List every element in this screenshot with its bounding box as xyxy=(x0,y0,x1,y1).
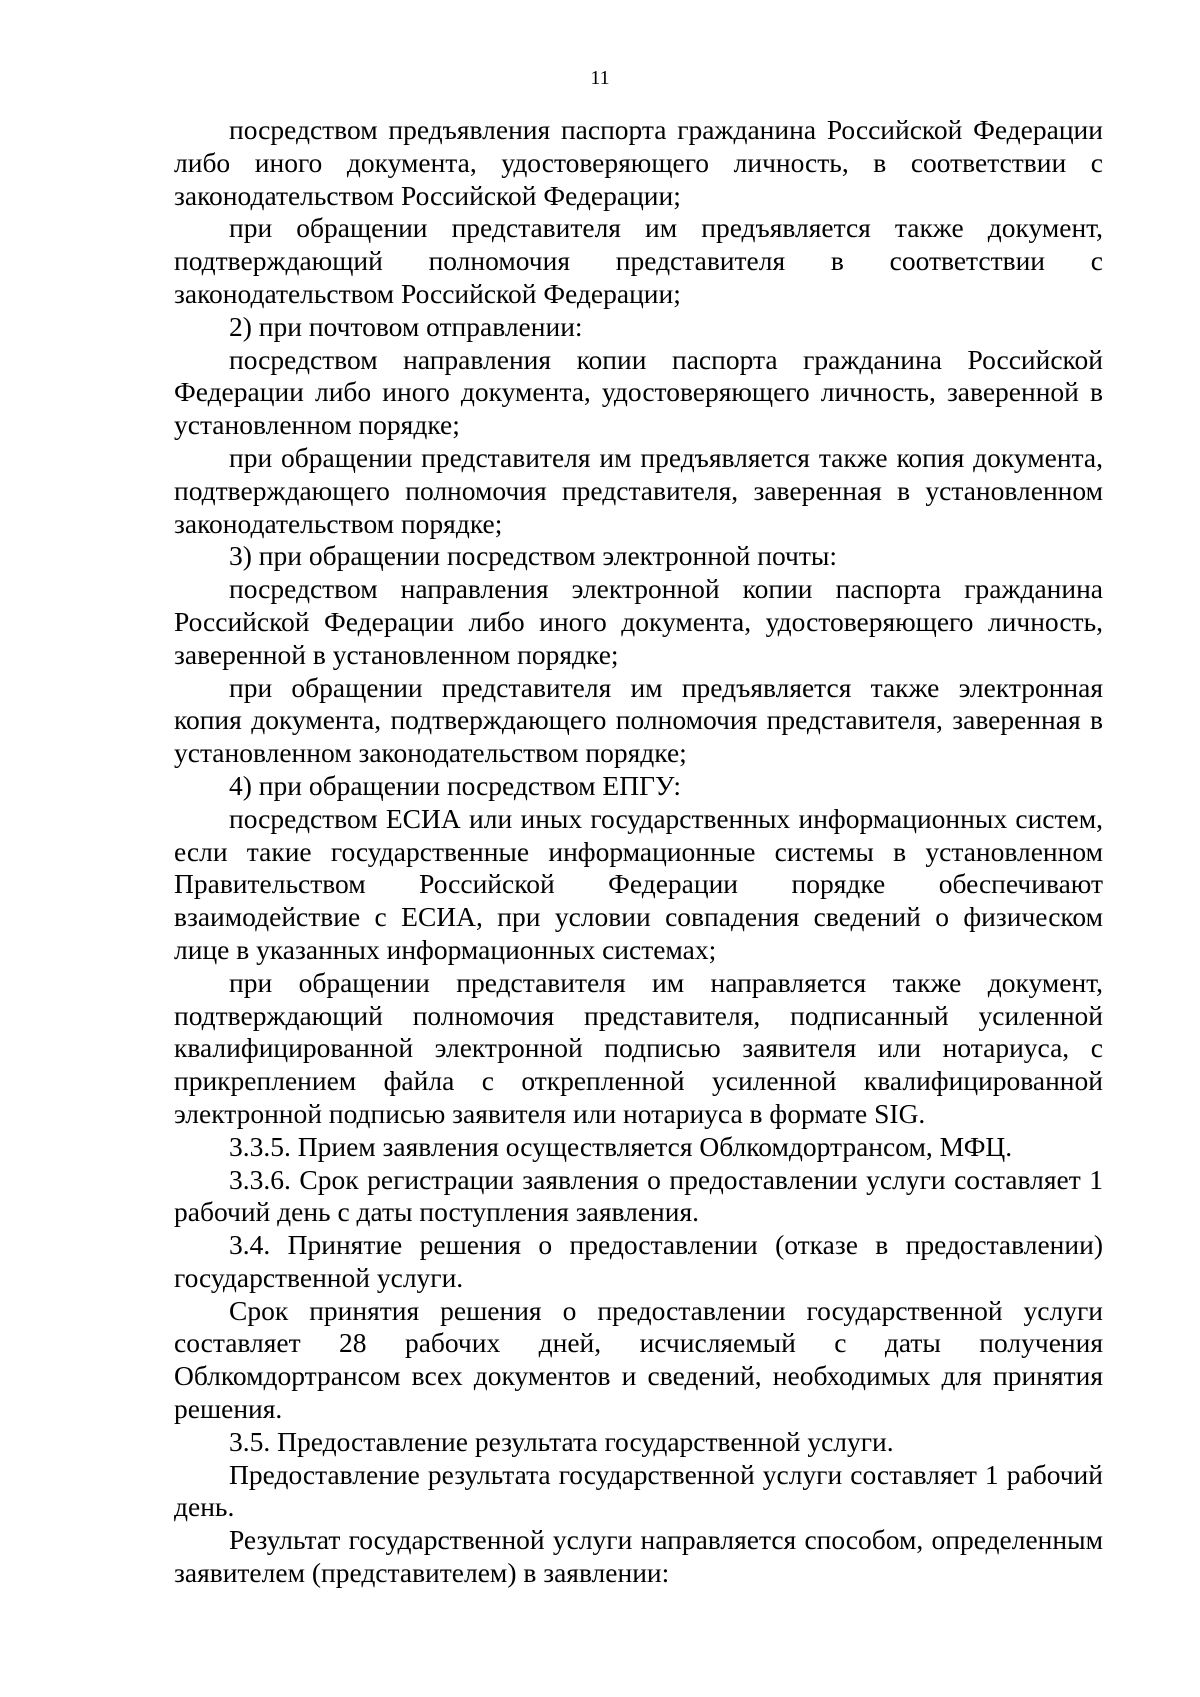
paragraph-postal-passport-copy: посредством направления копии паспорта гражданина Российской Федерации либо иного документа, удостоверяющего личность, заверенной в установленном порядке; xyxy=(174,343,1103,441)
paragraph-decision-term: Срок принятия решения о предоставлении государственной услуги составляет 28 рабочих дней, исчисляемый с даты получения Облкомдортрансом всех документов и сведений, необходимых для принятия решения. xyxy=(174,1294,1103,1425)
paragraph-postal-representative-copy: при обращении представителя им предъявляется также копия документа, подтверждающего полномочия представителя, заверенная в установленном законодательством порядке; xyxy=(174,441,1103,539)
paragraph-3-4: 3.4. Принятие решения о предоставлении (отказе в предоставлении) государственной услуги. xyxy=(174,1229,1103,1293)
paragraph-3-3-5: 3.3.5. Прием заявления осуществляется Облкомдортрансом, МФЦ. xyxy=(229,1130,1013,1162)
paragraph-3-3-6: 3.3.6. Срок регистрации заявления о предоставлении услуги составляет 1 рабочий день с даты поступления заявления. xyxy=(174,1163,1103,1228)
paragraph-passport-presentation: посредством предъявления паспорта гражданина Российской Федерации либо иного документа, удостоверяющего личность, в соответствии с законодательством Российской Федерации; xyxy=(174,114,1103,211)
page-number: 11 xyxy=(590,67,610,89)
paragraph-postal-heading: 2) при почтовом отправлении: xyxy=(229,310,583,342)
paragraph-result-term: Предоставление результата государственной услуги составляет 1 рабочий день. xyxy=(174,1458,1103,1523)
paragraph-3-5: 3.5. Предоставление результата государственной услуги. xyxy=(229,1425,894,1457)
paragraph-representative-document: при обращении представителя им предъявляется также документ, подтверждающий полномочия представителя в соответствии с законодательством Российской Федерации; xyxy=(174,212,1103,309)
paragraph-email-heading: 3) при обращении посредством электронной почты: xyxy=(229,540,837,572)
paragraph-epgu-heading: 4) при обращении посредством ЕПГУ: xyxy=(229,769,682,801)
paragraph-result-delivery: Результат государственной услуги направляется способом, определенным заявителем (представителем) в заявлении: xyxy=(174,1524,1103,1589)
paragraph-esia-identification: посредством ЕСИА или иных государственных информационных систем, если такие государственные информационные системы в установленном Правительством Российской Федерации порядке обеспечивают взаимодействие с ЕСИА, при условии совпадения сведений о физическом лице в указанных информационных системах; xyxy=(174,802,1103,965)
paragraph-epgu-representative-signature: при обращении представителя им направляется также документ, подтверждающий полномочия представителя, подписанный усиленной квалифицированной электронной подписью заявителя или нотариуса, с прикреплением файла с открепленной усиленной квалифицированной электронной подписью заявителя или нотариуса в формате SIG. xyxy=(174,966,1103,1129)
paragraph-email-passport-copy: посредством направления электронной копии паспорта гражданина Российской Федерации либо иного документа, удостоверяющего личность, заверенной в установленном порядке; xyxy=(174,573,1103,670)
paragraph-email-representative-copy: при обращении представителя им предъявляется также электронная копия документа, подтверждающего полномочия представителя, заверенная в установленном законодательством порядке; xyxy=(174,671,1103,769)
document-body xyxy=(174,114,1103,1590)
